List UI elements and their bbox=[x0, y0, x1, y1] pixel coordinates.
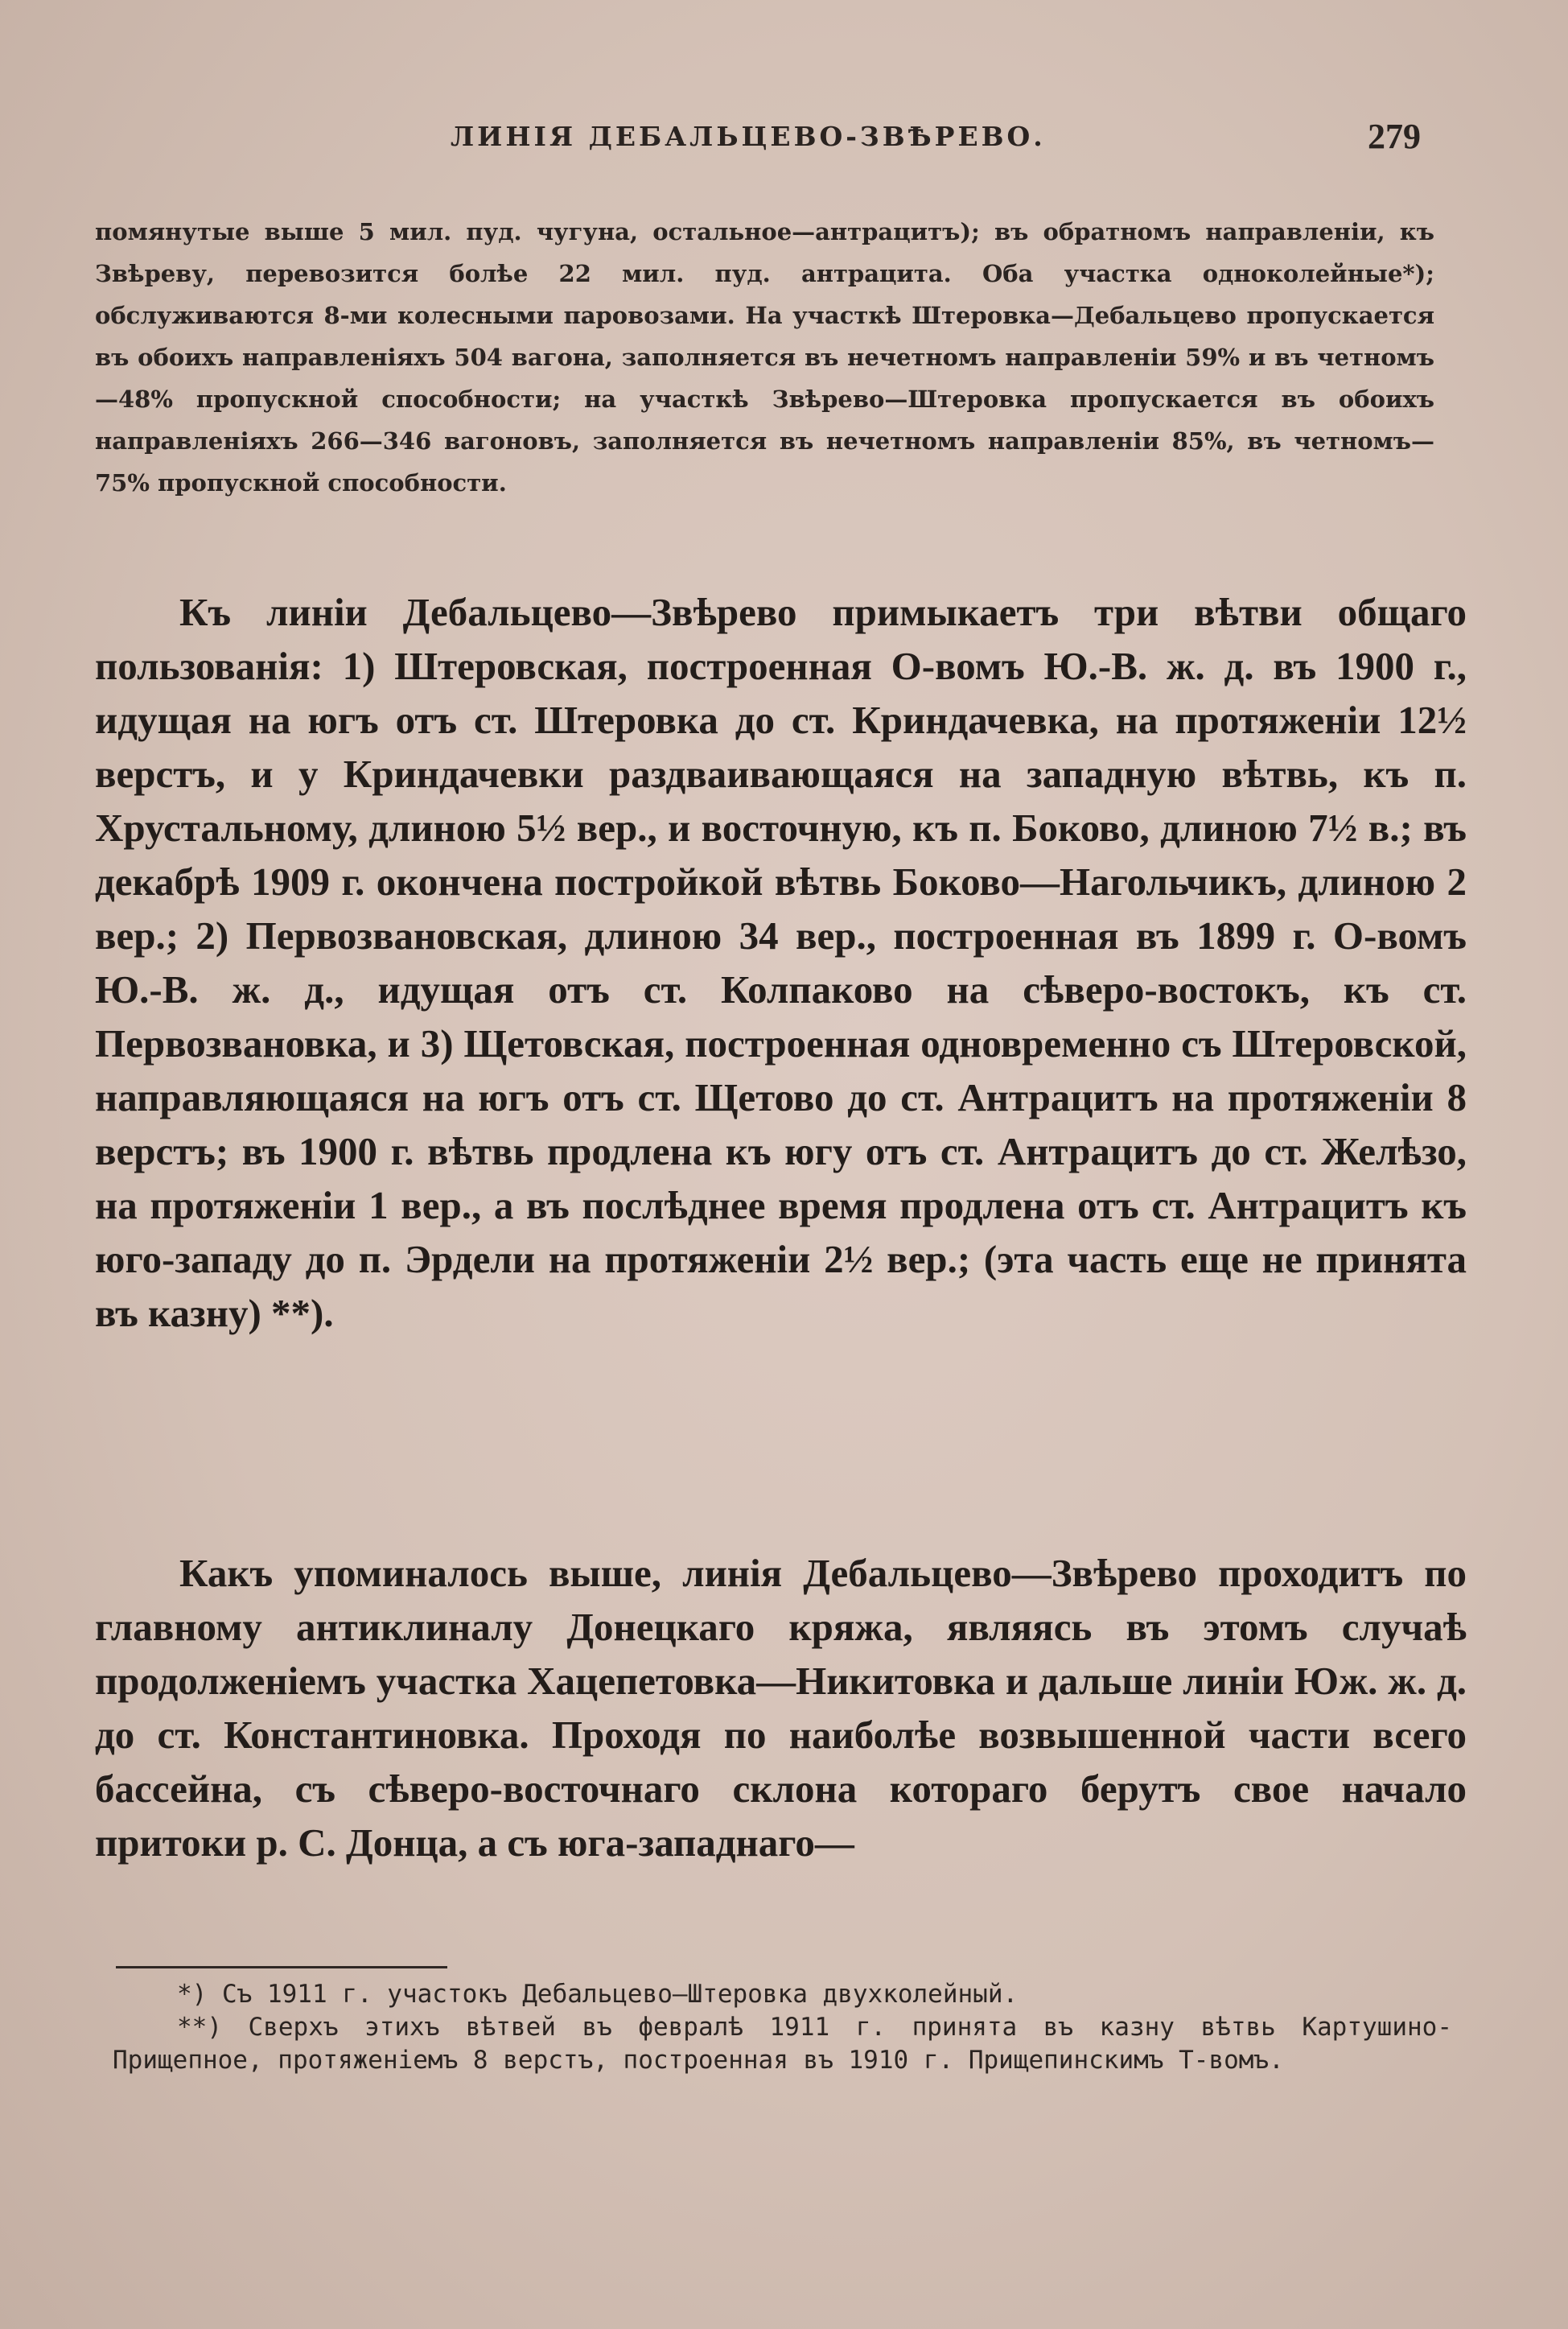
page-number: 279 bbox=[1368, 117, 1421, 156]
footnotes bbox=[113, 1978, 1452, 2077]
small-print-paragraph: помянутые выше 5 мил. пуд. чугуна, остальное—антрацитъ); въ обратномъ направленіи, къ Звѣреву, перевозится болѣе 22 мил. пуд. антрацита. Оба участка одноколейные*); обслуживаются 8-ми колесными паровозами. На участкѣ Штеровка—Дебальцево пропускается въ обоихъ направленіяхъ 504 вагона, заполняется въ нечетномъ направленіи 59% и въ четномъ—48% пропускной способности; на участкѣ Звѣрево—Штеровка пропускается въ обоихъ направленіяхъ 266—346 вагоновъ, заполняется въ нечетномъ направленіи 85%, въ четномъ—75% пропускной способности. bbox=[95, 218, 1434, 497]
running-title: ЛИНІЯ ДЕБАЛЬЦЕВО-ЗВѢРЕВО. bbox=[451, 121, 1046, 152]
footnote-2: **) Сверхъ этихъ вѣтвей въ февралѣ 1911 г. принята въ казну вѣтвь Картушино-Прищепное, протяженіемъ 8 верстъ, построенная въ 1910 г. Прищепинскимъ Т-вомъ. bbox=[113, 2013, 1452, 2075]
page-header bbox=[0, 117, 1568, 185]
branch-lines-paragraph: Къ линіи Дебальцево—Звѣрево примыкаетъ три вѣтви общаго пользованія: 1) Штеровская, построенная О-вомъ Ю.-В. ж. д. въ 1900 г., идущая на югъ отъ ст. Штеровка до ст. Криндачевка, на протяженіи 12½ верстъ, и у Криндачевки раздваивающаяся на западную вѣтвь, къ п. Хрустальному, длиною 5½ вер., и восточную, къ п. Боково, длиною 7½ в.; въ декабрѣ 1909 г. окончена постройкой вѣтвь Боково—Нагольчикъ, длиною 2 вер.; 2) Первозвановская, длиною 34 вер., построенная въ 1899 г. О-вомъ Ю.-В. ж. д., идущая отъ ст. Колпаково на сѣверо-востокъ, къ ст. Первозвановка, и 3) Щетовская, построенная одновременно съ Штеровской, направляющаяся на югъ отъ ст. Щетово до ст. Антрацитъ на протяженіи 8 верстъ; въ 1900 г. вѣтвь продлена къ югу отъ ст. Антрацитъ до ст. Желѣзо, на протяженіи 1 вер., а въ послѣднее время продлена отъ ст. Антрацитъ къ юго-западу до п. Эрдели на протяженіи 2½ вер.; (эта часть еще не принята въ казну) **). bbox=[95, 590, 1467, 1335]
footnote-1: *) Съ 1911 г. участокъ Дебальцево—Штеровка двухколейный. bbox=[177, 1980, 1019, 2009]
footnote-divider bbox=[116, 1966, 447, 1968]
anticline-paragraph: Какъ упоминалось выше, линія Дебальцево—Звѣрево проходитъ по главному антиклиналу Донецкаго кряжа, являясь въ этомъ случаѣ продолженіемъ участка Хацепетовка—Никитовка и дальше линіи Юж. ж. д. до ст. Константиновка. Проходя по наиболѣе возвышенной части всего бассейна, съ сѣверо-восточнаго склона котораго берутъ свое начало притоки р. С. Донца, а съ юга-западнаго— bbox=[95, 1551, 1467, 1865]
